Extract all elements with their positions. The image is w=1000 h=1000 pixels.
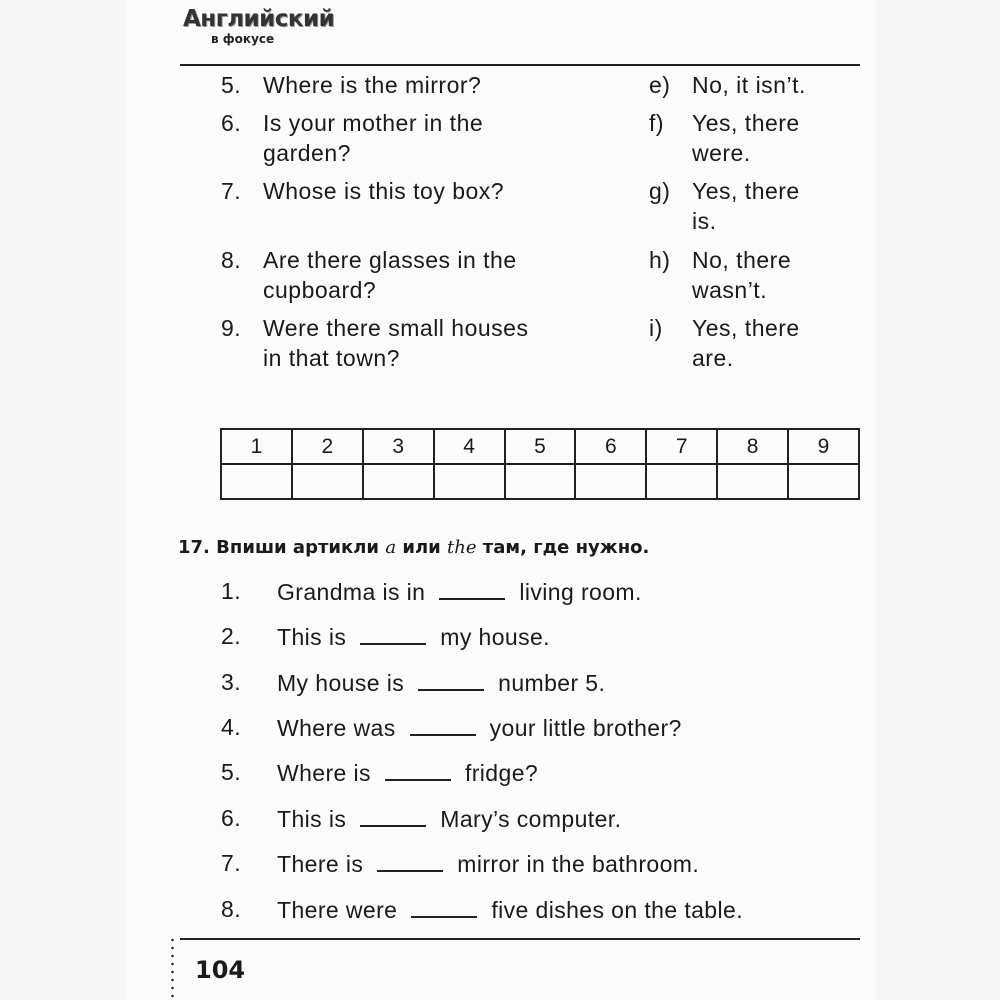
word-or: или [402,537,441,558]
answer-blank[interactable] [411,896,477,918]
answer-table-header: 3 [363,429,434,464]
book-logo [183,6,335,46]
answer-cell-2[interactable] [292,464,363,499]
answer-blank[interactable] [377,850,443,872]
answer-cell-9[interactable] [788,464,859,499]
answer-table-header: 1 [221,429,292,464]
answer-i: i) Yes, there are. [649,315,800,371]
answer-cell-8[interactable] [717,464,788,499]
answer-blank[interactable] [360,805,426,827]
answer-cell-7[interactable] [646,464,717,499]
question-5: 5. Where is the mirror? [221,72,482,98]
answer-g: g) Yes, there is. [649,178,800,234]
answer-cell-4[interactable] [434,464,505,499]
answer-f: f) Yes, there were. [649,110,800,166]
answer-table-header: 2 [292,429,363,464]
footer-dotted-line [171,936,174,1000]
answer-table-header: 5 [505,429,576,464]
question-9: 9. Were there small houses in that town? [221,315,529,371]
logo-subtitle: в фокусе [211,32,275,46]
answer-blank[interactable] [418,669,484,691]
logo-title: Английский [183,6,335,32]
page-number: 104 [195,956,246,984]
instruction-part1: Впиши артикли [216,537,380,558]
task-17-heading [178,537,649,558]
answer-h: h) No, there wasn’t. [649,247,792,303]
instruction-part2: там, где нужно. [482,537,650,558]
article-a: a [385,537,397,558]
answer-table-answer-row [221,464,859,499]
question-6: 6. Is your mother in the garden? [221,110,484,166]
answer-table-header: 8 [717,429,788,464]
answer-table-header: 9 [788,429,859,464]
question-8: 8. Are there glasses in the cupboard? [221,247,517,303]
header-rule [180,64,860,66]
footer-rule [180,938,860,940]
answer-blank[interactable] [410,714,476,736]
answer-cell-6[interactable] [575,464,646,499]
answer-table-header: 4 [434,429,505,464]
answer-cell-1[interactable] [221,464,292,499]
answer-cell-3[interactable] [363,464,434,499]
answer-table-header-row [221,429,859,464]
article-the: the [447,537,477,558]
question-7: 7. Whose is this toy box? [221,178,505,204]
answer-blank[interactable] [439,578,505,600]
answer-e: e) No, it isn’t. [649,72,806,98]
task-number: 17. [178,537,210,558]
answer-table-header: 7 [646,429,717,464]
answer-table [220,428,860,500]
answer-table-header: 6 [575,429,646,464]
answer-blank[interactable] [385,759,451,781]
answer-blank[interactable] [360,623,426,645]
answer-cell-5[interactable] [505,464,576,499]
